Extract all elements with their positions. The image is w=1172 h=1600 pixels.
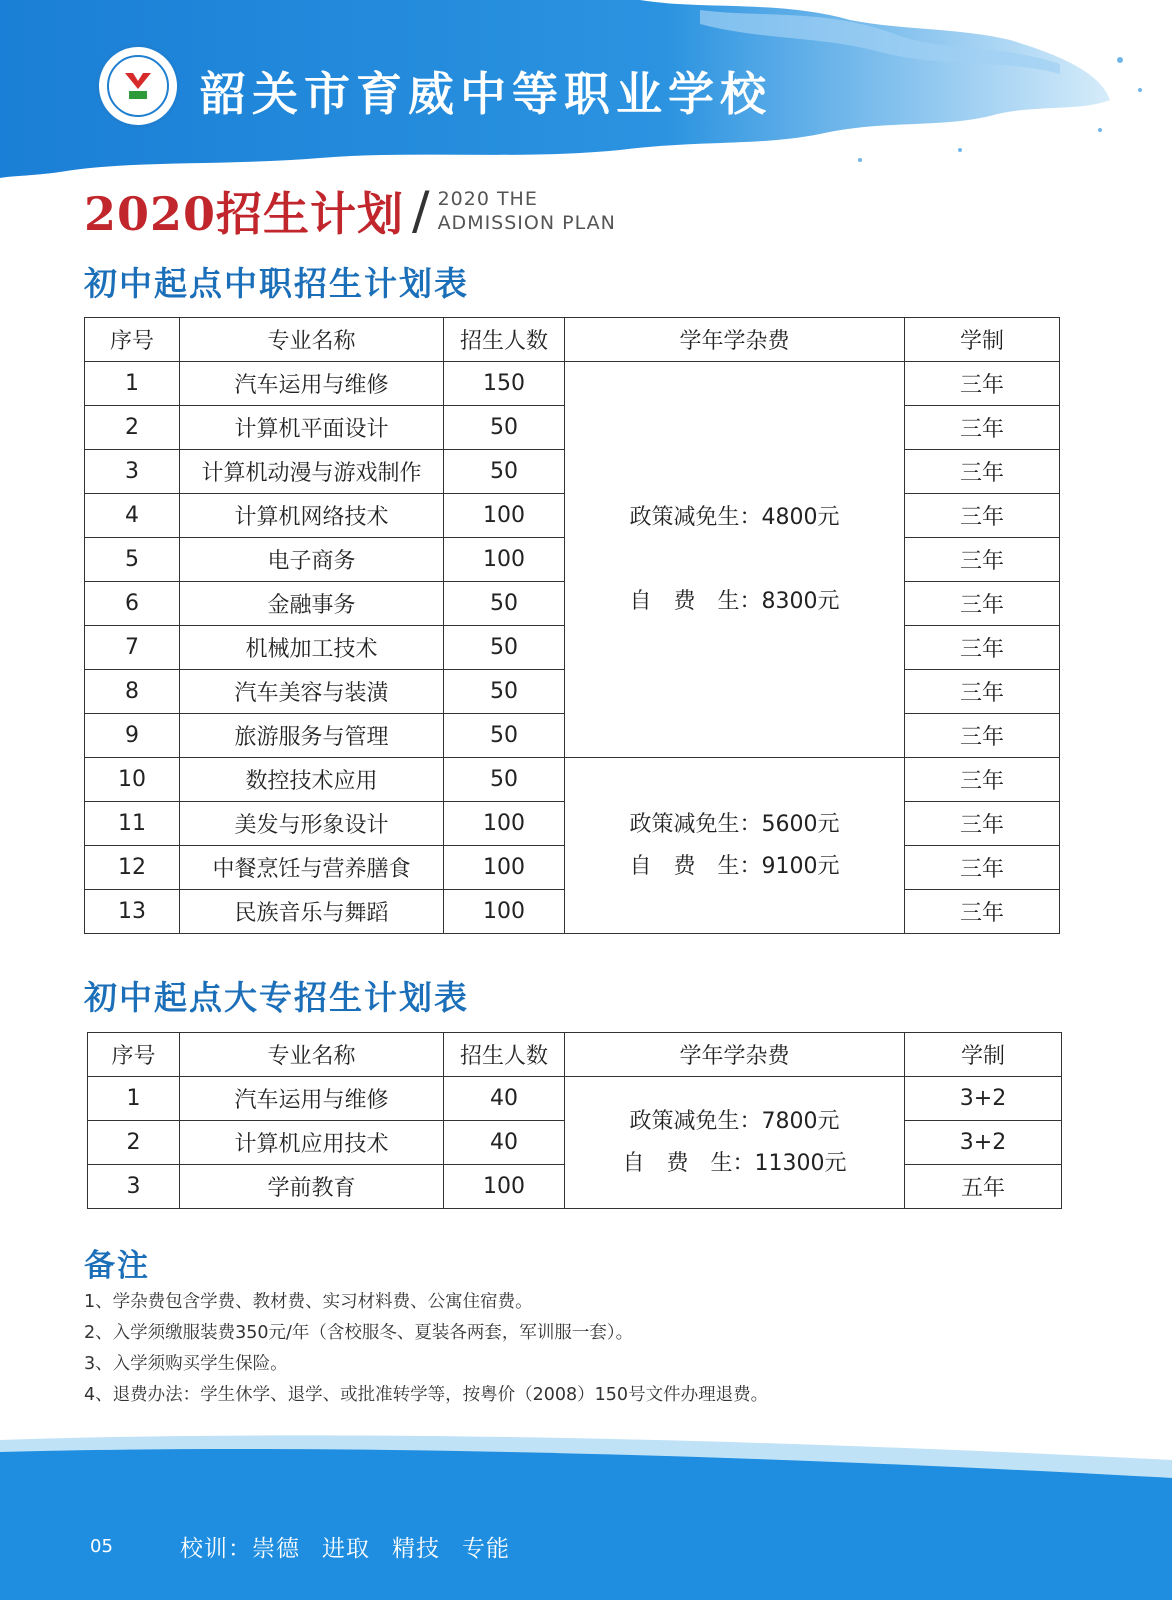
footer-wave-band xyxy=(0,1430,1172,1600)
fee-policy-line xyxy=(565,811,904,837)
enroll-count: 50 xyxy=(444,626,565,670)
duration: 三年 xyxy=(905,714,1060,758)
col-header: 学制 xyxy=(905,318,1060,362)
school-logo xyxy=(96,44,180,128)
motto-item: 精技 xyxy=(392,1536,440,1562)
major-name: 电子商务 xyxy=(180,538,444,582)
major-name: 金融事务 xyxy=(180,582,444,626)
enroll-count: 100 xyxy=(444,1165,565,1209)
school-name: 韶关市育威中等职业学校 xyxy=(200,67,772,121)
motto-item: 进取 xyxy=(322,1536,370,1562)
fee-self-value: ：11300元 xyxy=(732,1150,847,1176)
fee-cell xyxy=(565,362,905,758)
table-row xyxy=(88,1077,1062,1121)
enroll-count: 100 xyxy=(444,890,565,934)
duration: 三年 xyxy=(905,538,1060,582)
duration: 三年 xyxy=(905,450,1060,494)
fee-self-label: 自费生 xyxy=(622,1150,733,1176)
motto-item: 崇德 xyxy=(252,1536,300,1562)
motto-label: 校训： xyxy=(180,1536,252,1562)
title-english xyxy=(438,187,616,235)
major-name: 汽车运用与维修 xyxy=(180,1077,444,1121)
col-header: 招生人数 xyxy=(444,318,565,362)
col-header: 序号 xyxy=(88,1033,180,1077)
row-number: 4 xyxy=(85,494,180,538)
table-header-row xyxy=(85,318,1060,362)
table2-heading: 初中起点大专招生计划表 xyxy=(84,978,469,1017)
duration: 三年 xyxy=(905,494,1060,538)
motto-item: 专能 xyxy=(462,1536,510,1562)
major-name: 美发与形象设计 xyxy=(180,802,444,846)
major-name: 民族音乐与舞蹈 xyxy=(180,890,444,934)
enroll-count: 40 xyxy=(444,1077,565,1121)
table1-heading: 初中起点中职招生计划表 xyxy=(84,264,469,303)
note-item: 4、退费办法：学生休学、退学、或批准转学等，按粤价（2008）150号文件办理退费。 xyxy=(84,1385,769,1405)
enroll-count: 100 xyxy=(444,846,565,890)
major-name: 数控技术应用 xyxy=(180,758,444,802)
title-en-line2: ADMISSION PLAN xyxy=(437,212,616,234)
table1 xyxy=(84,317,1060,934)
col-header: 学年学杂费 xyxy=(565,318,905,362)
duration: 三年 xyxy=(905,582,1060,626)
major-name: 汽车运用与维修 xyxy=(180,362,444,406)
duration: 三年 xyxy=(905,758,1060,802)
fee-policy-label: 政策减免生 xyxy=(629,1108,740,1134)
table-row xyxy=(85,758,1060,802)
table-row xyxy=(85,362,1060,406)
row-number: 8 xyxy=(85,670,180,714)
fee-policy-label: 政策减免生 xyxy=(629,504,740,530)
enroll-count: 50 xyxy=(444,582,565,626)
fee-self-line xyxy=(565,853,904,879)
fee-cell xyxy=(565,1077,905,1209)
row-number: 13 xyxy=(85,890,180,934)
row-number: 12 xyxy=(85,846,180,890)
major-name: 计算机应用技术 xyxy=(180,1121,444,1165)
enroll-count: 40 xyxy=(444,1121,565,1165)
row-number: 10 xyxy=(85,758,180,802)
row-number: 2 xyxy=(88,1121,180,1165)
major-name: 学前教育 xyxy=(180,1165,444,1209)
duration: 3+2 xyxy=(905,1077,1062,1121)
note-item: 1、学杂费包含学费、教材费、实习材料费、公寓住宿费。 xyxy=(84,1292,533,1312)
row-number: 1 xyxy=(88,1077,180,1121)
major-name: 机械加工技术 xyxy=(180,626,444,670)
duration: 3+2 xyxy=(905,1121,1062,1165)
fee-policy-line xyxy=(565,1108,904,1134)
enroll-count: 50 xyxy=(444,758,565,802)
title-main: 2020招生计划 xyxy=(84,187,405,241)
duration: 三年 xyxy=(905,406,1060,450)
row-number: 1 xyxy=(85,362,180,406)
duration: 三年 xyxy=(905,802,1060,846)
fee-self-value: ：8300元 xyxy=(739,588,840,614)
fee-policy-value: ：7800元 xyxy=(739,1108,840,1134)
col-header: 序号 xyxy=(85,318,180,362)
duration: 三年 xyxy=(905,626,1060,670)
page-number: 05 xyxy=(90,1536,113,1557)
enroll-count: 50 xyxy=(444,714,565,758)
enroll-count: 100 xyxy=(444,802,565,846)
col-header: 专业名称 xyxy=(180,1033,444,1077)
fee-policy-line xyxy=(565,504,904,530)
notes-list xyxy=(84,1292,768,1416)
row-number: 11 xyxy=(85,802,180,846)
enroll-count: 100 xyxy=(444,538,565,582)
school-emblem-icon xyxy=(107,55,169,117)
major-name: 计算机网络技术 xyxy=(180,494,444,538)
col-header: 学年学杂费 xyxy=(565,1033,905,1077)
notes-title: 备注 xyxy=(84,1248,150,1284)
major-name: 计算机平面设计 xyxy=(180,406,444,450)
col-header: 招生人数 xyxy=(444,1033,565,1077)
row-number: 3 xyxy=(85,450,180,494)
col-header: 学制 xyxy=(905,1033,1062,1077)
fee-cell xyxy=(565,758,905,934)
col-header: 专业名称 xyxy=(180,318,444,362)
title-divider: / xyxy=(412,181,430,241)
fee-policy-value: ：5600元 xyxy=(739,811,840,837)
fee-policy-label: 政策减免生 xyxy=(629,811,740,837)
title-en-line1: 2020 THE xyxy=(437,188,538,210)
row-number: 6 xyxy=(85,582,180,626)
major-name: 旅游服务与管理 xyxy=(180,714,444,758)
enroll-count: 100 xyxy=(444,494,565,538)
row-number: 2 xyxy=(85,406,180,450)
fee-self-line xyxy=(565,588,904,614)
school-motto xyxy=(180,1530,532,1563)
fee-self-value: ：9100元 xyxy=(739,853,840,879)
note-item: 3、入学须购买学生保险。 xyxy=(84,1354,288,1374)
row-number: 5 xyxy=(85,538,180,582)
duration: 三年 xyxy=(905,890,1060,934)
row-number: 7 xyxy=(85,626,180,670)
enroll-count: 50 xyxy=(444,670,565,714)
duration: 三年 xyxy=(905,846,1060,890)
enroll-count: 50 xyxy=(444,406,565,450)
page-title xyxy=(84,178,616,244)
major-name: 中餐烹饪与营养膳食 xyxy=(180,846,444,890)
table2 xyxy=(87,1032,1062,1209)
fee-policy-value: ：4800元 xyxy=(739,504,840,530)
major-name: 汽车美容与装潢 xyxy=(180,670,444,714)
duration: 三年 xyxy=(905,670,1060,714)
row-number: 3 xyxy=(88,1165,180,1209)
fee-self-label: 自费生 xyxy=(629,588,740,614)
fee-self-line xyxy=(565,1150,904,1176)
enroll-count: 150 xyxy=(444,362,565,406)
major-name: 计算机动漫与游戏制作 xyxy=(180,450,444,494)
enroll-count: 50 xyxy=(444,450,565,494)
row-number: 9 xyxy=(85,714,180,758)
table-header-row xyxy=(88,1033,1062,1077)
duration: 五年 xyxy=(905,1165,1062,1209)
fee-self-label: 自费生 xyxy=(629,853,740,879)
note-item: 2、入学须缴服装费350元/年（含校服冬、夏装各两套，军训服一套）。 xyxy=(84,1323,634,1343)
duration: 三年 xyxy=(905,362,1060,406)
